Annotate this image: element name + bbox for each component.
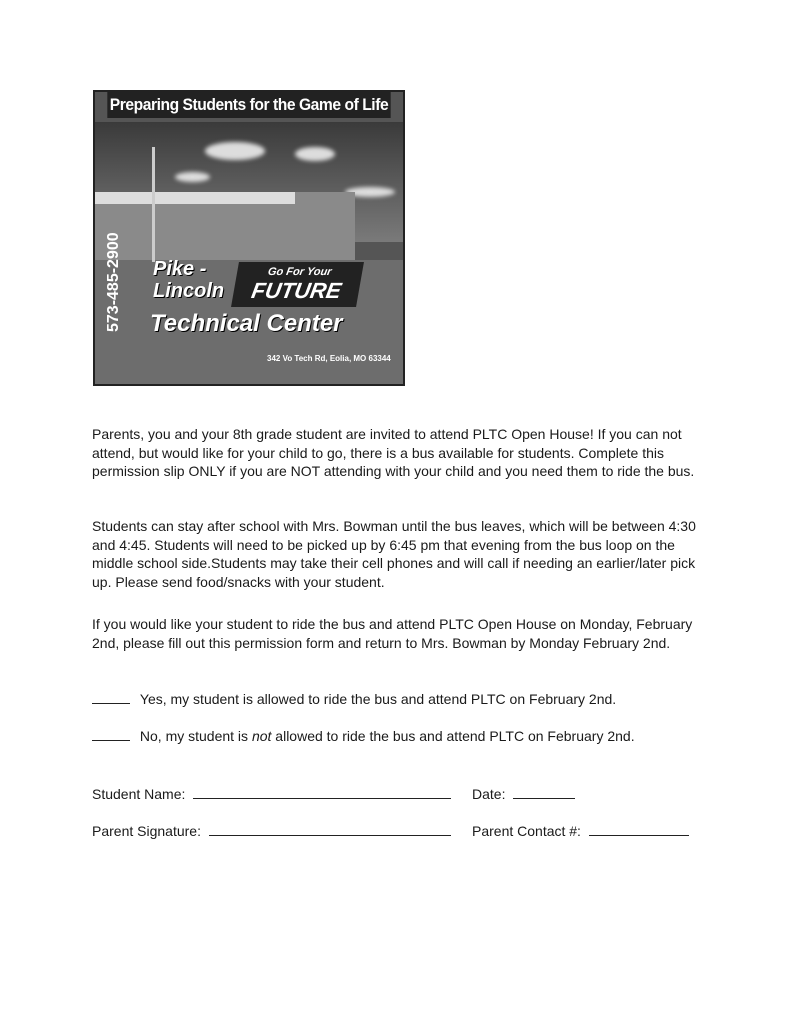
instructions-paragraph: If you would like your student to ride the bus and attend PLTC Open House on Monday, February 2nd, please fill out this permission form and return to Mrs. Bowman by Monday February 2nd. bbox=[92, 616, 693, 651]
flyer-name-technical: Technical Center bbox=[150, 310, 343, 337]
intro-paragraph: Parents, you and your 8th grade student are invited to attend PLTC Open House! If you can not attend, but would like for your child to go, there is a bus available for students. Complete this permission slip ONLY if you are NOT attending with your child and you need them to ride the bus. bbox=[92, 426, 695, 479]
parent-contact-blank[interactable] bbox=[589, 822, 689, 836]
pltc-flyer-image bbox=[93, 90, 405, 386]
no-option: No, my student is not allowed to ride the bus and attend PLTC on February 2nd. bbox=[92, 727, 635, 744]
parent-signature-blank[interactable] bbox=[209, 822, 451, 836]
student-name-field: Student Name: bbox=[92, 785, 451, 802]
flyer-address: 342 Vo Tech Rd, Eolia, MO 63344 bbox=[267, 354, 391, 363]
student-name-blank[interactable] bbox=[193, 785, 451, 799]
logistics-paragraph: Students can stay after school with Mrs. Bowman until the bus leaves, which will be between 4:30 and 4:45. Students will need to be picked up by 6:45 pm that evening from the bus loop on the middle school side.Students may take their cell phones and will call if needing an earlier/later pick up. Please send food/snacks with your student. bbox=[92, 518, 696, 590]
parent-contact-field: Parent Contact #: bbox=[472, 822, 689, 839]
no-blank[interactable] bbox=[92, 727, 130, 741]
flagpole bbox=[152, 147, 155, 262]
flyer-name: Pike - Lincoln bbox=[153, 258, 225, 302]
parent-signature-field: Parent Signature: bbox=[92, 822, 451, 839]
flyer-banner: Preparing Students for the Game of Life bbox=[107, 92, 390, 118]
flyer-slogan: Go For Your FUTURE bbox=[231, 262, 364, 307]
date-field: Date: bbox=[472, 785, 575, 802]
date-blank[interactable] bbox=[513, 785, 575, 799]
flyer-phone: 573-485-2900 bbox=[105, 232, 122, 332]
yes-blank[interactable] bbox=[92, 690, 130, 704]
yes-option: Yes, my student is allowed to ride the bus and attend PLTC on February 2nd. bbox=[92, 690, 616, 707]
